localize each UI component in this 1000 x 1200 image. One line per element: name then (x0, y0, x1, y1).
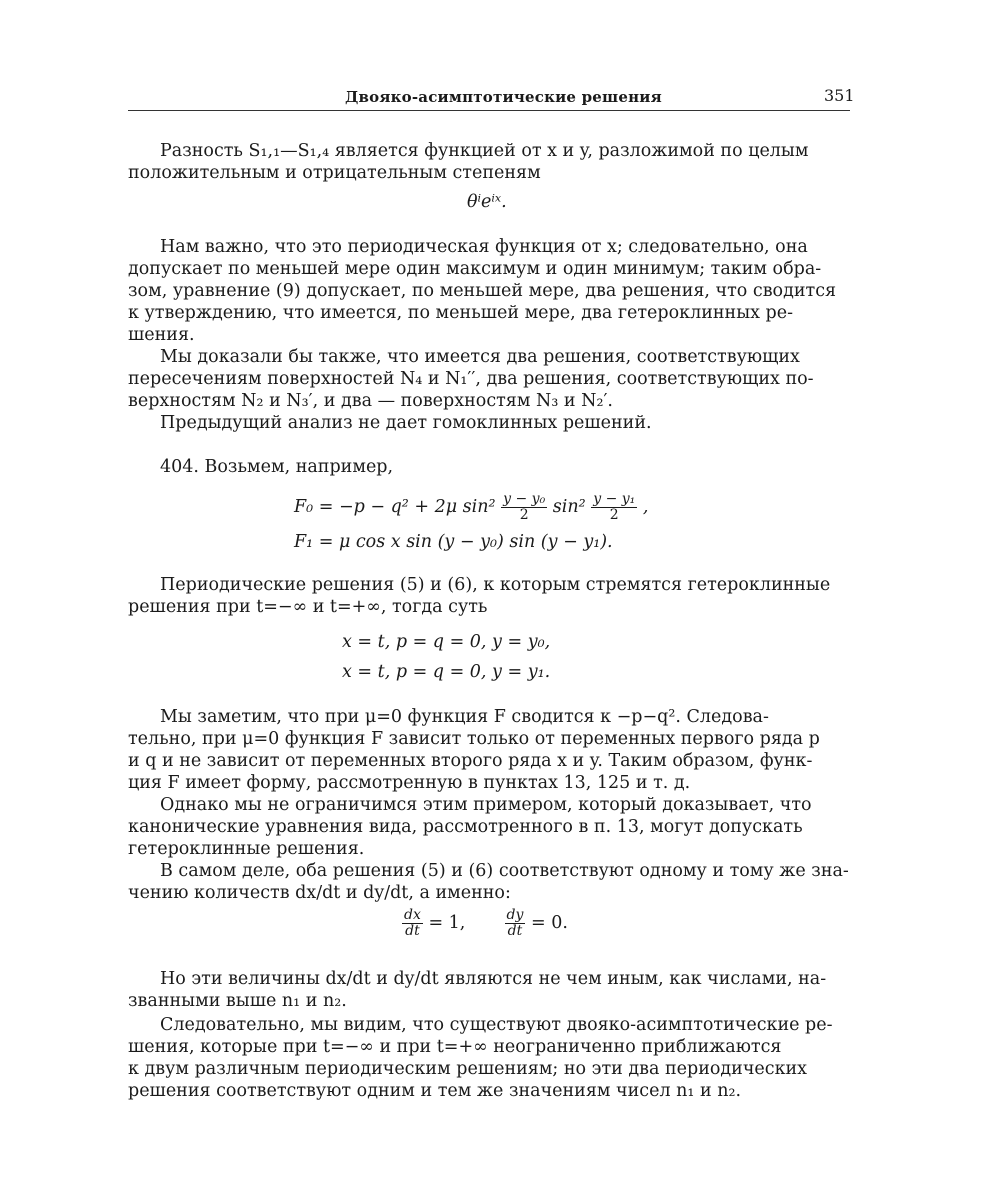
dx-dt-fraction (402, 908, 423, 939)
text-line: Нам важно, что это периодическая функция от x; следовательно, она (160, 237, 808, 257)
formula-f0 (294, 492, 648, 523)
text-line: Разность S₁,₁—S₁,₄ является функцией от x и y, разложимой по целым (160, 141, 809, 161)
text-line: Предыдущий анализ не дает гомоклинных решений. (160, 413, 652, 433)
fraction-denominator: 2 (519, 507, 529, 523)
text-line: Однако мы не ограничимся этим примером, который доказывает, что (160, 795, 812, 815)
f0-lhs: F₀ = −p − q² + 2μ sin² (294, 497, 496, 517)
text-line: чению количеств dx/dt и dy/dt, а именно: (128, 883, 511, 903)
fraction-numerator: y − y₀ (503, 491, 546, 507)
f0-fraction-2 (591, 492, 637, 523)
text-line: Периодические решения (5) и (6), к которым стремятся гетероклинные (160, 575, 831, 595)
text-line: Но эти величины dx/dt и dy/dt являются не чем иным, как числами, на- (160, 969, 827, 989)
dy-dt-fraction (505, 908, 526, 939)
formula-derivatives (402, 908, 568, 939)
text-line: ция F имеет форму, рассмотренную в пунктах 13, 125 и т. д. (128, 773, 691, 793)
section-start-404: 404. Возьмем, например, (160, 457, 394, 477)
text-line: Мы заметим, что при μ=0 функция F сводится к −p−q². Следова- (160, 707, 769, 727)
f0-end: , (642, 497, 649, 517)
text-line: допускает по меньшей мере один максимум и один минимум; таким обра- (128, 259, 822, 279)
text-line: зом, уравнение (9) допускает, по меньшей мере, два решения, что сводится (128, 281, 837, 301)
text-line: шения, которые при t=−∞ и при t=+∞ неограниченно приближаются (128, 1037, 782, 1057)
text-line: к утверждению, что имеется, по меньшей мере, два гетероклинных ре- (128, 303, 794, 323)
fraction-numerator: dy (506, 907, 524, 923)
text-line: гетероклинные решения. (128, 839, 365, 859)
text-line: канонические уравнения вида, рассмотренного в п. 13, могут допускать (128, 817, 803, 837)
text-line: к двум различным периодическим решениям; но эти два периодических (128, 1059, 808, 1079)
text-line: решения соответствуют одним и тем же значениям чисел n₁ и n₂. (128, 1081, 742, 1101)
fraction-denominator: 2 (609, 507, 619, 523)
f0-fraction-1 (501, 492, 547, 523)
formula-f1: F₁ = μ cos x sin (y − y₀) sin (y − y₁). (294, 532, 613, 552)
formula-solution-2: x = t, p = q = 0, y = y₁. (342, 662, 551, 682)
text-line: званными выше n₁ и n₂. (128, 991, 347, 1011)
fraction-numerator: y − y₁ (593, 491, 636, 507)
text-line: Следовательно, мы видим, что существуют двояко-асимптотические ре- (160, 1015, 833, 1035)
equals-zero: = 0. (530, 913, 568, 933)
equals-one: = 1, (428, 913, 466, 933)
text-line: верхностям N₂ и N₃′, и два — поверхностям N₃ и N₂′. (128, 391, 613, 411)
text-line: В самом деле, оба решения (5) и (6) соответствуют одному и тому же зна- (160, 861, 849, 881)
running-header-title: Двояко-асимптотические решения (345, 88, 662, 106)
text-line: Мы доказали бы также, что имеется два решения, соответствующих (160, 347, 800, 367)
text-line: тельно, при μ=0 функция F зависит только от переменных первого ряда p (128, 729, 820, 749)
text-line: шения. (128, 325, 195, 345)
header-rule (128, 110, 850, 111)
formula-solution-1: x = t, p = q = 0, y = y₀, (342, 632, 551, 652)
fraction-denominator: dt (507, 923, 523, 939)
fraction-numerator: dx (404, 907, 421, 923)
fraction-denominator: dt (405, 923, 420, 939)
text-line: положительным и отрицательным степеням (128, 163, 541, 183)
f0-mid: sin² (552, 497, 586, 517)
page-number: 351 (824, 86, 855, 105)
text-line: решения при t=−∞ и t=+∞, тогда суть (128, 597, 488, 617)
formula-theta: θⁱeⁱˣ. (467, 192, 507, 212)
text-line: и q и не зависит от переменных второго ряда x и y. Таким образом, функ- (128, 751, 813, 771)
text-line: пересечениям поверхностей N₄ и N₁′′, два решения, соответствующих по- (128, 369, 814, 389)
